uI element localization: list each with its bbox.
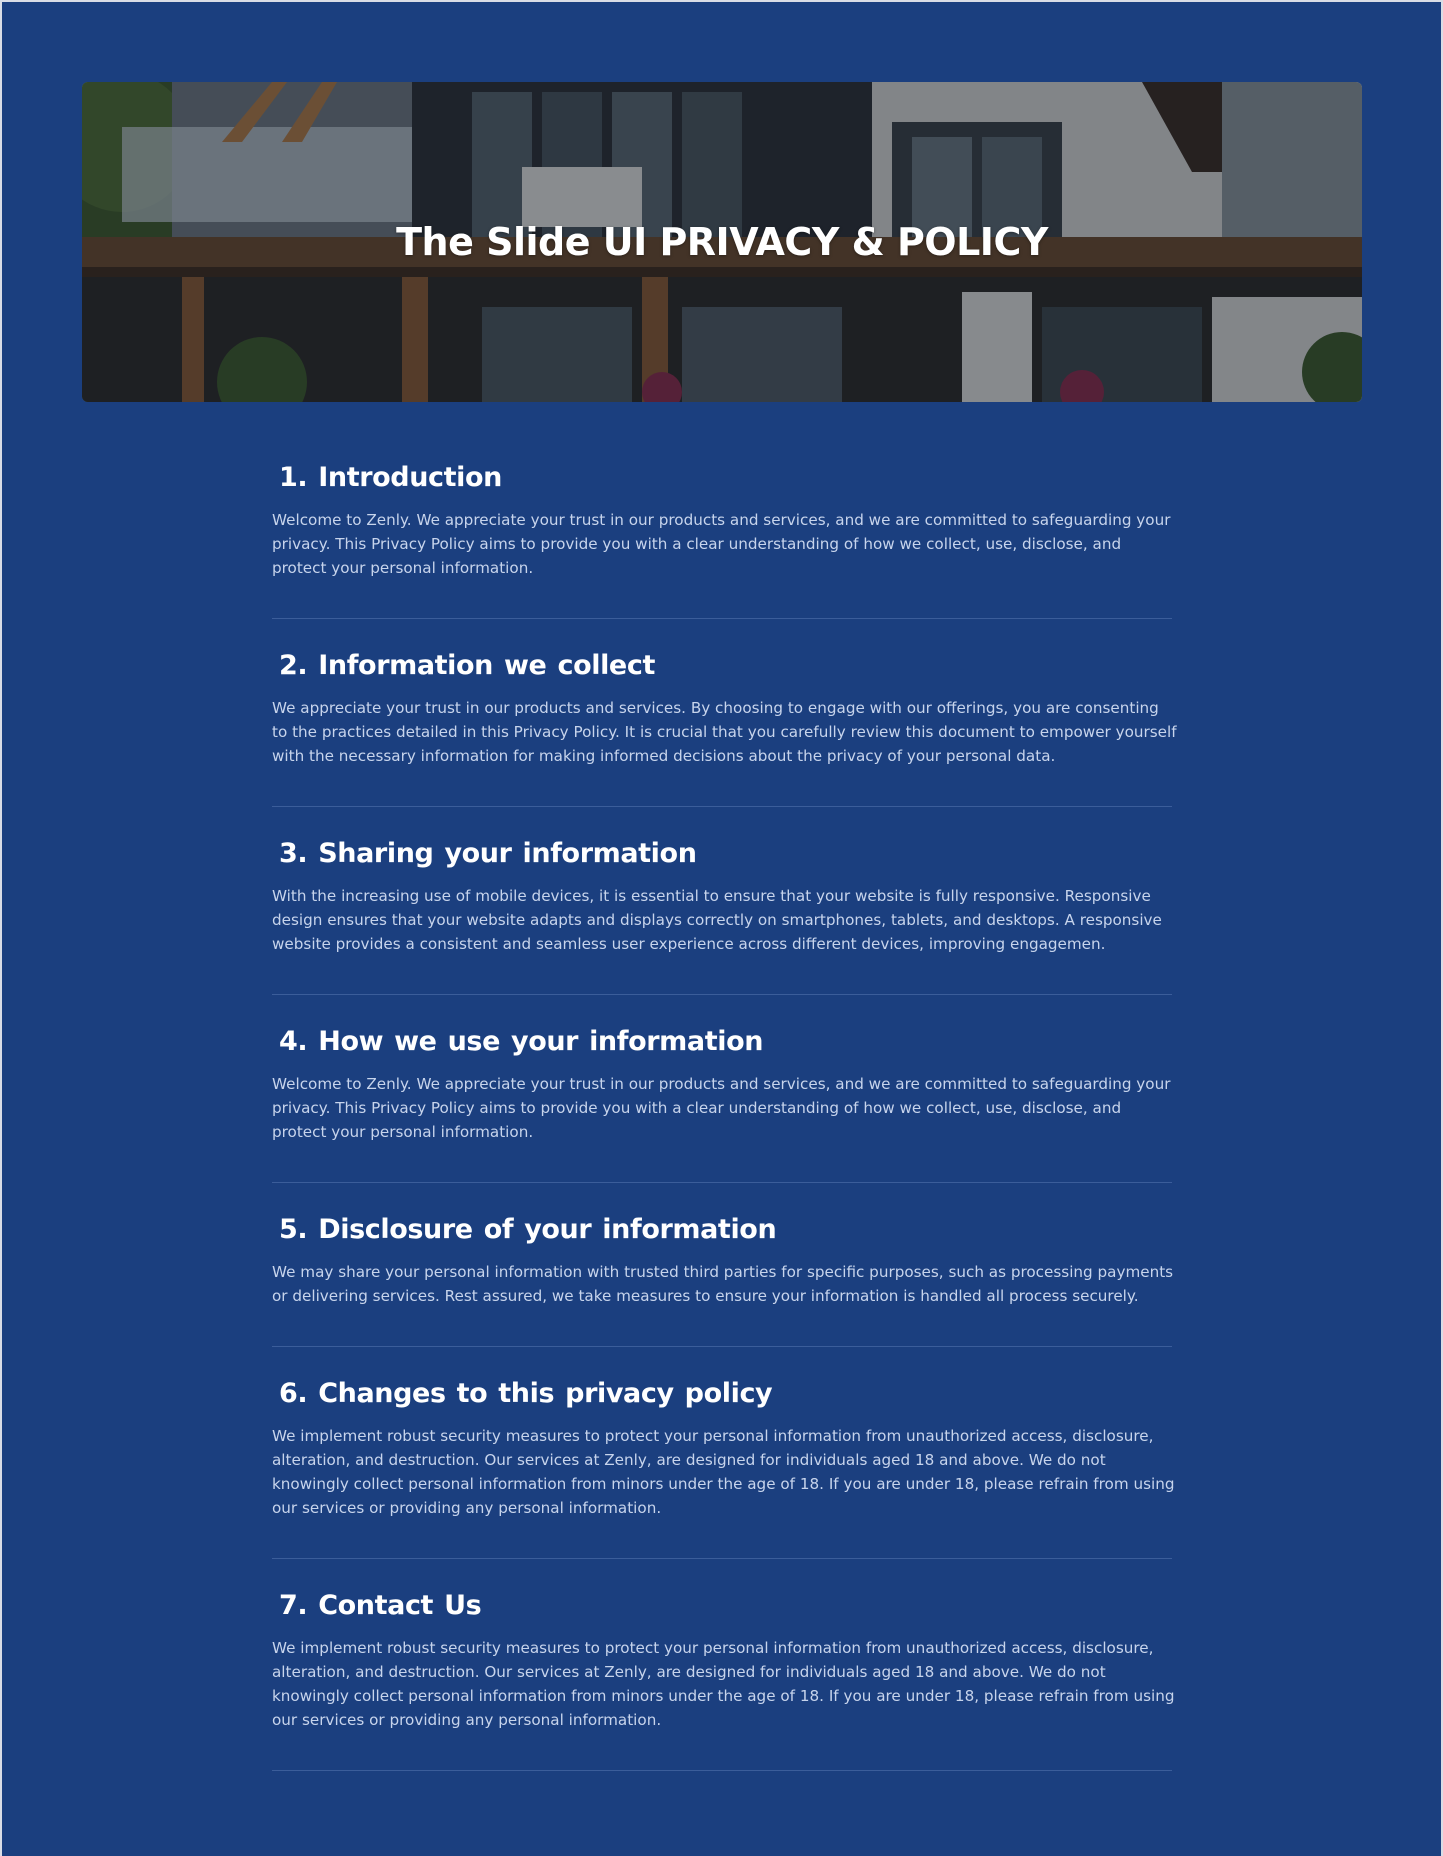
section-title: 1. Introduction <box>279 462 502 493</box>
section-how-we-use-your-information <box>272 1024 1172 1212</box>
section-title: 2. Information we collect <box>279 650 655 681</box>
section-disclosure-of-your-information <box>272 1212 1172 1376</box>
section-body: We implement robust security measures to protect your personal information from unauthorized access, disclosure, alteration, and destruction. Our services at Zenly, are designed for individuals aged 18 and above. We do not knowingly collect personal information from minors under the age of 18. If you are under 18, please refrain from using our services or providing any personal information. <box>272 1639 1175 1729</box>
section-title: 4. How we use your information <box>279 1026 764 1057</box>
section-divider <box>272 994 1172 995</box>
page-title: The Slide UI PRIVACY & POLICY <box>396 220 1048 264</box>
section-divider <box>272 1182 1172 1183</box>
section-body: We implement robust security measures to protect your personal information from unauthorized access, disclosure, alteration, and destruction. Our services at Zenly, are designed for individuals aged 18 and above. We do not knowingly collect personal information from minors under the age of 18. If you are under 18, please refrain from using our services or providing any personal information. <box>272 1427 1175 1517</box>
section-body: We appreciate your trust in our products and services. By choosing to engage with our offerings, you are consenting to the practices detailed in this Privacy Policy. It is crucial that you carefully review this document to empower yourself with the necessary information for making informed decisions about the privacy of your personal data. <box>272 699 1177 765</box>
section-changes-to-privacy-policy <box>272 1376 1175 1588</box>
section-contact-us <box>272 1588 1175 1800</box>
section-body: Welcome to Zenly. We appreciate your trust in our products and services, and we are committed to safeguarding your privacy. This Privacy Policy aims to provide you with a clear understanding of how we collect, use, disclose, and protect your personal information. <box>272 511 1171 577</box>
hero-banner <box>82 82 1362 402</box>
section-divider <box>272 618 1172 619</box>
section-title: 3. Sharing your information <box>279 838 697 869</box>
section-title: 7. Contact Us <box>279 1590 482 1621</box>
section-information-we-collect <box>272 648 1177 836</box>
section-introduction <box>272 460 1172 648</box>
section-divider <box>272 1558 1172 1559</box>
section-title: 6. Changes to this privacy policy <box>279 1378 773 1409</box>
section-body: With the increasing use of mobile devices, it is essential to ensure that your website is fully responsive. Responsive design ensures that your website adapts and displays correctly on smartphones, tablets, and desktops. A responsive website provides a consistent and seamless user experience across different devices, improving engagemen. <box>272 887 1162 953</box>
section-sharing-your-information <box>272 836 1172 1024</box>
section-body: We may share your personal information with trusted third parties for specific purposes, such as processing payments or delivering services. Rest assured, we take measures to ensure your information is handled all process securely. <box>272 1263 1174 1305</box>
section-divider <box>272 1346 1172 1347</box>
section-divider <box>272 806 1172 807</box>
section-title: 5. Disclosure of your information <box>279 1214 777 1245</box>
section-body: Welcome to Zenly. We appreciate your trust in our products and services, and we are committed to safeguarding your privacy. This Privacy Policy aims to provide you with a clear understanding of how we collect, use, disclose, and protect your personal information. <box>272 1075 1171 1141</box>
section-divider <box>272 1770 1172 1771</box>
policy-content <box>272 460 1177 1800</box>
